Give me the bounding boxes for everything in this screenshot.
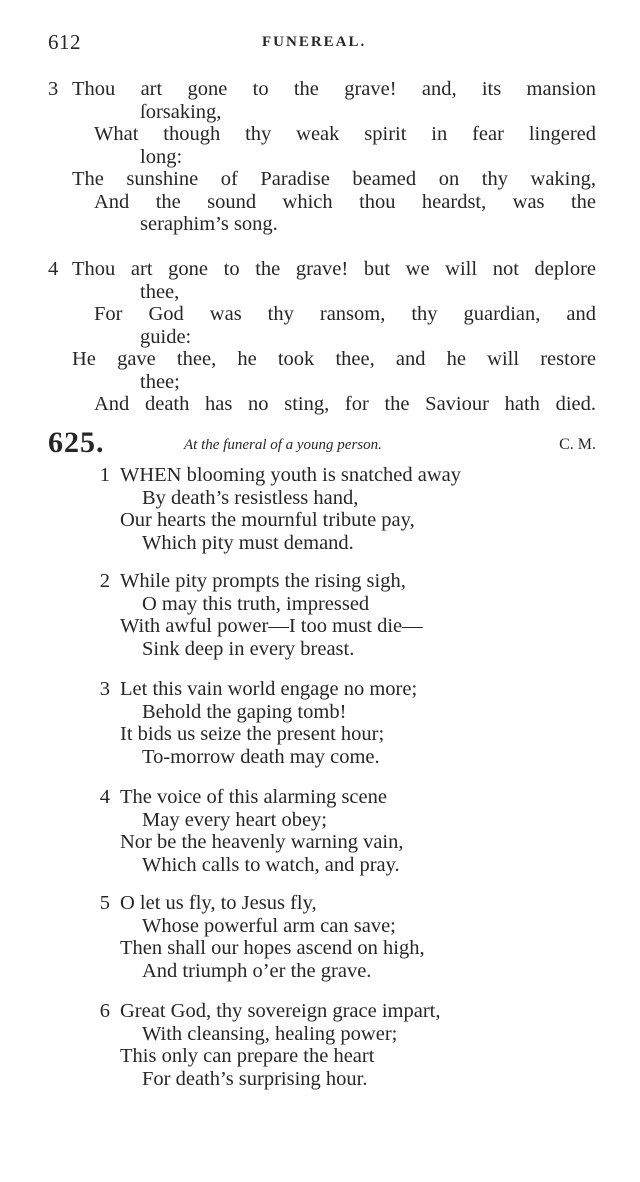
- verse-line: 3 Thou art gone to the grave! and, its mansion: [48, 78, 596, 100]
- stanza-number: 5: [99, 892, 110, 914]
- verse-line: The sunshine of Paradise beamed on thy waking,: [72, 168, 596, 190]
- verse-line: 2 While pity prompts the rising sigh,: [48, 570, 596, 593]
- verse-line: He gave thee, he took thee, and he will restore: [72, 348, 596, 370]
- verse-line: To-morrow death may come.: [142, 745, 380, 768]
- verse-line: And the sound which thou heardst, was the: [94, 190, 596, 213]
- stanza-number: 6: [99, 1000, 110, 1022]
- verse-line: For death’s surprising hour.: [142, 1067, 368, 1090]
- verse-line: guide:: [140, 325, 192, 348]
- stanza-number: 2: [99, 570, 110, 592]
- hymn-meter: C. M.: [559, 436, 596, 453]
- hymn-stanza-6: [48, 1000, 596, 1090]
- verse-line: Then shall our hopes ascend on high,: [120, 937, 425, 959]
- running-head: FUNEREAL.: [262, 34, 367, 50]
- hymn-stanza-1: [48, 464, 596, 554]
- verse-line: Nor be the heavenly warning vain,: [120, 831, 404, 853]
- verse-line: 4 The voice of this alarming scene: [48, 786, 596, 809]
- hymn-stanza-4: [48, 786, 596, 876]
- verse-line: What though thy weak spirit in fear lingered: [94, 123, 596, 145]
- verse-line: Behold the gaping tomb!: [142, 700, 347, 723]
- verse-line: This only can prepare the heart: [120, 1045, 375, 1067]
- verse-line: long:: [140, 145, 183, 168]
- verse-line: Which calls to watch, and pray.: [142, 853, 400, 876]
- hymn-stanza-3: [48, 678, 596, 768]
- verse-line: With awful power—I too must die—: [120, 615, 423, 637]
- verse-line: thee;: [140, 370, 180, 393]
- verse-line: ſorsaking,: [140, 100, 222, 123]
- verse-line: 3 Let this vain world engage no more;: [48, 678, 596, 701]
- verse-line: Sink deep in every breast.: [142, 637, 355, 660]
- verse-line: 1 WHEN blooming youth is snatched away: [48, 464, 596, 487]
- verse-line: With cleansing, healing power;: [142, 1022, 398, 1045]
- hymn-number: 625.: [48, 426, 105, 459]
- verse-line: And triumph o’er the grave.: [142, 959, 372, 982]
- verse-line: 6 Great God, thy sovereign grace impart,: [48, 1000, 596, 1023]
- verse-line: seraphim’s song.: [140, 213, 278, 235]
- page-number: 612: [48, 30, 81, 54]
- prev-stanza-4: [48, 258, 596, 416]
- verse-line: It bids us seize the present hour;: [120, 723, 385, 745]
- verse-line: O may this truth, impressed: [142, 592, 370, 615]
- hymn-stanza-5: [48, 892, 596, 982]
- page-header: [48, 30, 596, 60]
- verse-line: 5 O let us fly, to Jesus fly,: [48, 892, 596, 915]
- verse-line: 4 Thou art gone to the grave! but we will not deplore: [48, 258, 596, 280]
- verse-line: thee,: [140, 280, 180, 303]
- verse-line: Our hearts the mournful tribute pay,: [120, 509, 415, 531]
- hymn-heading: [48, 426, 596, 466]
- stanza-number: 3: [48, 78, 59, 100]
- hymn-subtitle: At the funeral of a young person.: [184, 437, 382, 453]
- stanza-number: 1: [99, 464, 110, 486]
- verse-line: By death’s resistless hand,: [142, 486, 359, 509]
- verse-line: May every heart obey;: [142, 808, 327, 831]
- stanza-number: 3: [99, 678, 110, 700]
- verse-line: Which pity must demand.: [142, 531, 354, 554]
- verse-line: And death has no sting, for the Saviour hath died.: [94, 393, 596, 415]
- verse-line: Whose powerful arm can save;: [142, 914, 396, 937]
- verse-line: For God was thy ransom, thy guardian, and: [94, 303, 596, 325]
- prev-stanza-3: [48, 78, 596, 236]
- stanza-number: 4: [99, 786, 110, 808]
- stanza-number: 4: [48, 258, 59, 280]
- hymn-stanza-2: [48, 570, 596, 660]
